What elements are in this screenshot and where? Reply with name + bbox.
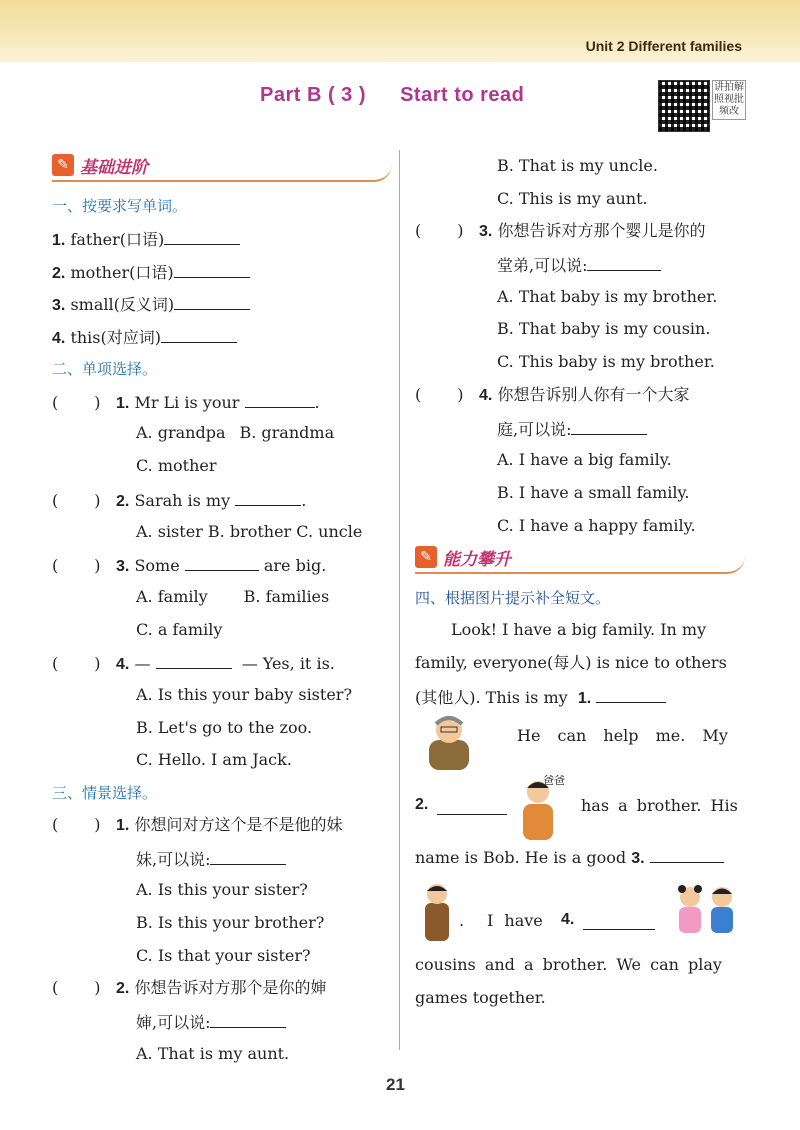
passage-line-5: 2. 爸爸 has a brother. His <box>415 770 745 840</box>
right-column <box>415 150 745 1014</box>
unit-label: Unit 2 Different families <box>585 38 742 54</box>
passage-line-4: He can help me. My <box>415 712 745 770</box>
answer-blank[interactable] <box>583 907 655 930</box>
passage-line-7: . I have 4. <box>415 873 745 949</box>
s2-q1-options: A. grandpa B. grandma <box>136 423 335 443</box>
column-divider <box>399 150 400 1050</box>
s3-q1-stem: 妹,可以说: <box>52 842 392 875</box>
basic-banner <box>52 150 392 182</box>
answer-blank[interactable] <box>185 548 259 571</box>
answer-blank[interactable] <box>650 840 724 863</box>
passage-line-8: cousins and a brother. We can play <box>415 955 722 974</box>
s3-q1-option-a: A. Is this your sister? <box>136 880 308 900</box>
answer-blank[interactable] <box>210 1005 286 1028</box>
dad-label: 爸爸 <box>543 774 565 788</box>
qr-code-icon[interactable] <box>658 80 710 132</box>
s2-q4-option-a: A. Is this your baby sister? <box>136 684 353 704</box>
s3-q4-stem: 庭,可以说: <box>415 412 745 445</box>
page-title <box>260 84 552 107</box>
s2-q4: ( ) 4. — — Yes, it is. <box>52 646 392 679</box>
runner-icon: ✎ <box>52 154 74 176</box>
section-2-heading: 二、单项选择。 <box>52 359 158 378</box>
ability-banner <box>415 542 745 574</box>
section-3-heading: 三、情景选择。 <box>52 784 158 802</box>
passage-line-1: Look! I have a big family. In my <box>451 620 707 640</box>
left-column <box>52 150 392 1071</box>
passage-line-9: games together. <box>415 987 546 1007</box>
passage-line-6: name is Bob. He is a good 3. <box>415 840 745 873</box>
s3-q1-option-c: C. Is that your sister? <box>136 945 311 965</box>
s1-item: 4. this(对应词) <box>52 320 392 353</box>
answer-blank[interactable] <box>210 842 286 865</box>
uncle-picture <box>417 881 457 941</box>
answer-blank[interactable] <box>156 646 232 669</box>
section-1-heading: 一、按要求写单词。 <box>52 197 188 215</box>
s2-q1-option-c: C. mother <box>136 456 217 476</box>
page-number: 21 <box>386 1075 405 1094</box>
s3-q2-option-c: C. This is my aunt. <box>497 188 648 208</box>
s3-q1-option-b: B. Is this your brother? <box>136 913 325 933</box>
s2-q3-options: A. family B. families <box>136 586 330 606</box>
answer-blank[interactable] <box>161 320 237 343</box>
section-4-heading: 四、根据图片提示补全短文。 <box>415 589 611 608</box>
s3-q4-option-c: C. I have a happy family. <box>497 515 696 535</box>
s3-q2: ( ) 2. 你想告诉对方那个是你的婶 <box>52 978 327 998</box>
s2-q1: ( ) 1. Mr Li is your . <box>52 385 392 418</box>
answer-blank[interactable] <box>174 287 250 310</box>
s2-q2: ( ) 2. Sarah is my . <box>52 483 392 516</box>
s1-item: 2. mother(口语) <box>52 255 392 288</box>
lesson-name: Start to read <box>400 84 525 106</box>
s3-q4-option-b: B. I have a small family. <box>497 482 690 502</box>
s3-q4: ( ) 4. 你想告诉别人你有一个大家 <box>415 384 690 404</box>
answer-blank[interactable] <box>164 222 240 245</box>
answer-blank[interactable] <box>174 255 250 278</box>
s1-item: 1. father(口语) <box>52 222 392 255</box>
answer-blank[interactable] <box>587 248 661 271</box>
s3-q3-option-c: C. This baby is my brother. <box>497 352 715 372</box>
s2-q4-option-b: B. Let's go to the zoo. <box>136 717 313 737</box>
answer-blank[interactable] <box>245 385 315 408</box>
answer-blank[interactable] <box>596 680 666 703</box>
s3-q1: ( ) 1. 你想问对方这个是不是他的妹 <box>52 815 343 834</box>
answer-blank[interactable] <box>437 792 507 815</box>
s3-q2-stem: 婶,可以说: <box>52 1005 392 1038</box>
part-label: Part B ( 3 ) <box>260 84 367 106</box>
answer-blank[interactable] <box>235 483 301 506</box>
basic-banner-title: 基础进阶 <box>80 157 148 178</box>
s2-q4-option-c: C. Hello. I am Jack. <box>136 750 292 770</box>
qr-caption: 讲拍解照视批频改 <box>712 80 746 120</box>
s2-q3-option-c: C. a family <box>136 619 223 639</box>
cousins-picture <box>673 879 739 941</box>
answer-blank[interactable] <box>571 412 647 435</box>
s3-q2-option-a: A. That is my aunt. <box>136 1043 290 1063</box>
s3-q3-option-a: A. That baby is my brother. <box>497 286 718 306</box>
s3-q3-option-b: B. That baby is my cousin. <box>497 319 711 339</box>
passage-line-2: family, everyone(每人) is nice to others <box>415 652 727 672</box>
s3-q3: ( ) 3. 你想告诉对方那个婴儿是你的 <box>415 221 706 241</box>
s2-q3: ( ) 3. Some are big. <box>52 548 392 581</box>
s3-q2-option-b: B. That is my uncle. <box>497 156 658 175</box>
passage-line-3: (其他人). This is my 1. <box>415 680 745 713</box>
s1-item: 3. small(反义词) <box>52 287 392 320</box>
climb-icon: ✎ <box>415 546 437 568</box>
s3-q3-stem: 堂弟,可以说: <box>415 248 745 281</box>
s2-q2-options: A. sister B. brother C. uncle <box>136 521 363 541</box>
grandpa-picture <box>423 712 475 770</box>
s3-q4-option-a: A. I have a big family. <box>497 450 672 470</box>
ability-banner-title: 能力攀升 <box>443 549 511 570</box>
